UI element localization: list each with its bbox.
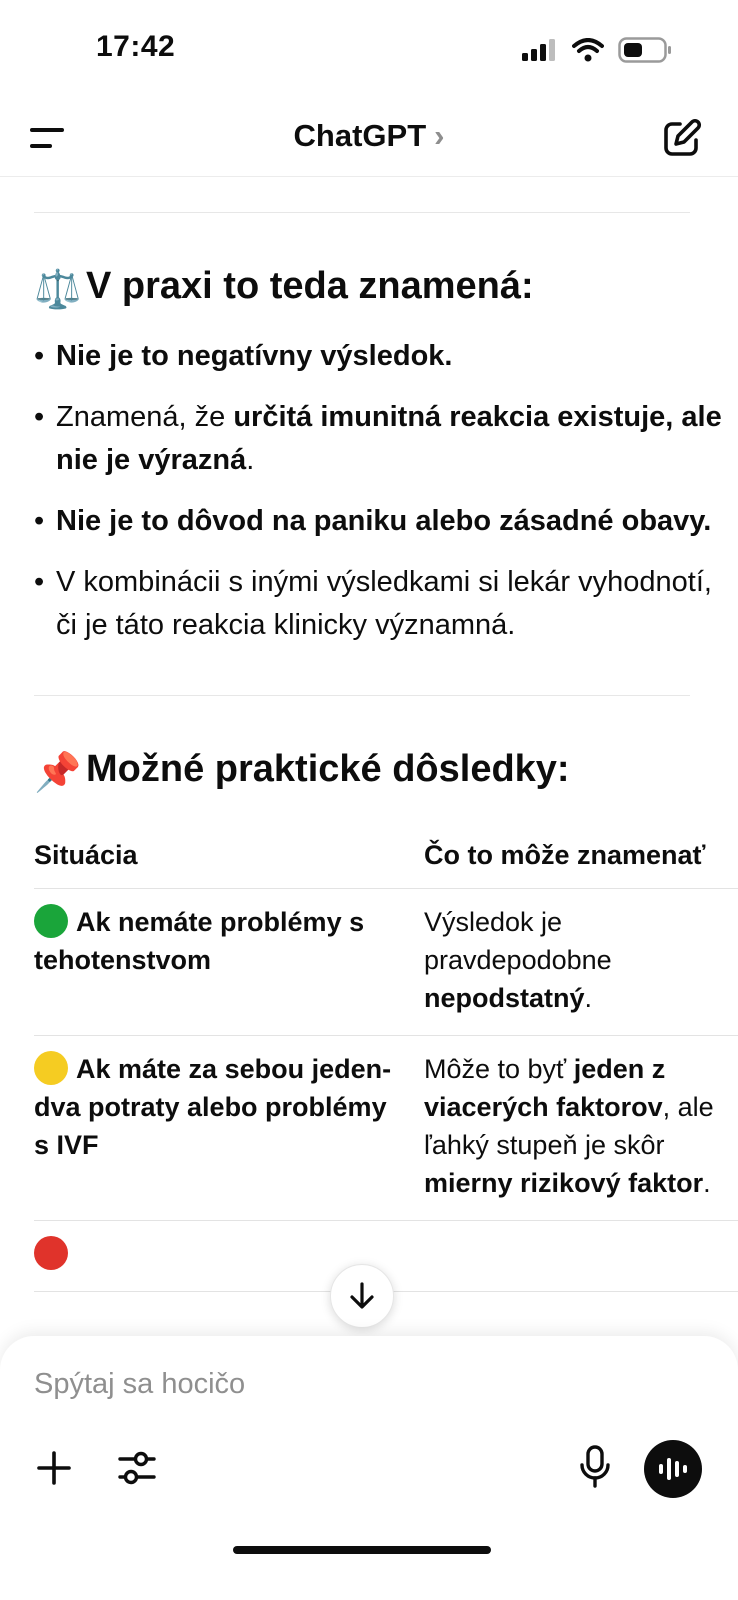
message-input[interactable]: Spýtaj sa hocičo — [34, 1368, 246, 1400]
text: Môže to byť — [424, 1054, 574, 1084]
table-cell — [424, 889, 738, 1036]
battery-icon — [618, 37, 672, 63]
voice-waveform-icon — [657, 1455, 689, 1483]
text: . — [703, 1168, 711, 1198]
pushpin-icon: 📌 — [34, 752, 82, 794]
table-cell — [424, 1221, 738, 1292]
status-bar — [0, 0, 738, 100]
wifi-icon — [572, 38, 604, 62]
table-cell — [424, 1036, 738, 1221]
red-circle-icon — [34, 1236, 68, 1270]
voice-mode-button[interactable] — [644, 1440, 702, 1498]
text: . — [584, 983, 593, 1013]
scales-icon: ⚖️ — [34, 269, 82, 311]
yellow-circle-icon — [34, 1051, 68, 1085]
bold-text: mierny rizikový faktor — [424, 1168, 704, 1198]
chevron-right-icon: › — [434, 118, 445, 153]
chat-content[interactable] — [34, 176, 738, 1366]
divider — [34, 212, 690, 213]
new-chat-button[interactable] — [660, 118, 702, 160]
table-header-situation: Situácia — [34, 826, 424, 889]
bold-text: Nie je to negatívny výsledok. — [56, 340, 453, 372]
section-heading — [34, 263, 738, 313]
tools-button[interactable] — [116, 1448, 158, 1488]
list-item — [34, 335, 738, 378]
status-icons — [522, 34, 672, 66]
consequences-table — [34, 826, 738, 1292]
bold-text: jeden z viacerých faktorov — [424, 1054, 666, 1122]
bold-text: Ak máte za sebou jeden-dva potraty alebo problémy s IVF — [34, 1054, 392, 1160]
table-header-meaning: Čo to môže znamenať — [424, 826, 738, 889]
bold-text: nepodstatný — [424, 983, 585, 1013]
text: . — [246, 444, 255, 476]
list-item — [34, 500, 738, 543]
bold-text: Nie je to dôvod na paniku alebo zásadné obavy. — [56, 505, 712, 537]
add-button[interactable] — [34, 1448, 74, 1488]
dictate-button[interactable] — [578, 1444, 612, 1490]
arrow-down-icon — [347, 1281, 377, 1311]
table-row — [34, 889, 738, 1036]
bold-text: určitá imunitná reakcia existuje, ale nie je výrazná — [56, 401, 722, 476]
compose-icon — [660, 118, 702, 160]
text: Znamená, že — [56, 401, 234, 433]
home-indicator[interactable] — [233, 1546, 491, 1554]
mic-icon — [579, 1445, 611, 1489]
section-heading-text: V praxi to teda znamená: — [86, 265, 534, 307]
green-circle-icon — [34, 904, 68, 938]
nav-bar — [0, 100, 738, 177]
sliders-icon — [117, 1449, 157, 1487]
model-selector[interactable] — [0, 118, 738, 154]
table-header-row — [34, 826, 738, 889]
bold-text: Ak nemáte problémy s tehotenstvom — [34, 907, 365, 975]
bullet-list — [34, 335, 738, 647]
section-heading-text: Možné praktické dôsledky: — [86, 748, 570, 790]
list-item — [34, 396, 738, 482]
list-item — [34, 561, 738, 647]
composer — [0, 1336, 738, 1600]
nav-title: ChatGPT — [293, 118, 427, 153]
table-cell — [34, 1036, 424, 1221]
table-row — [34, 1036, 738, 1221]
signal-icon — [522, 39, 558, 61]
divider — [34, 695, 690, 696]
text: Výsledok je pravdepodobne — [424, 907, 612, 975]
status-time: 17:42 — [96, 30, 176, 63]
section-heading — [34, 746, 738, 796]
table-cell — [34, 889, 424, 1036]
plus-icon — [36, 1450, 72, 1486]
scroll-to-bottom-button[interactable] — [330, 1264, 394, 1328]
text: , ale ľahký stupeň je skôr — [424, 1092, 714, 1160]
text: V kombinácii s inými výsledkami si lekár vyhodnotí, či je táto reakcia klinicky významná. — [56, 566, 712, 641]
